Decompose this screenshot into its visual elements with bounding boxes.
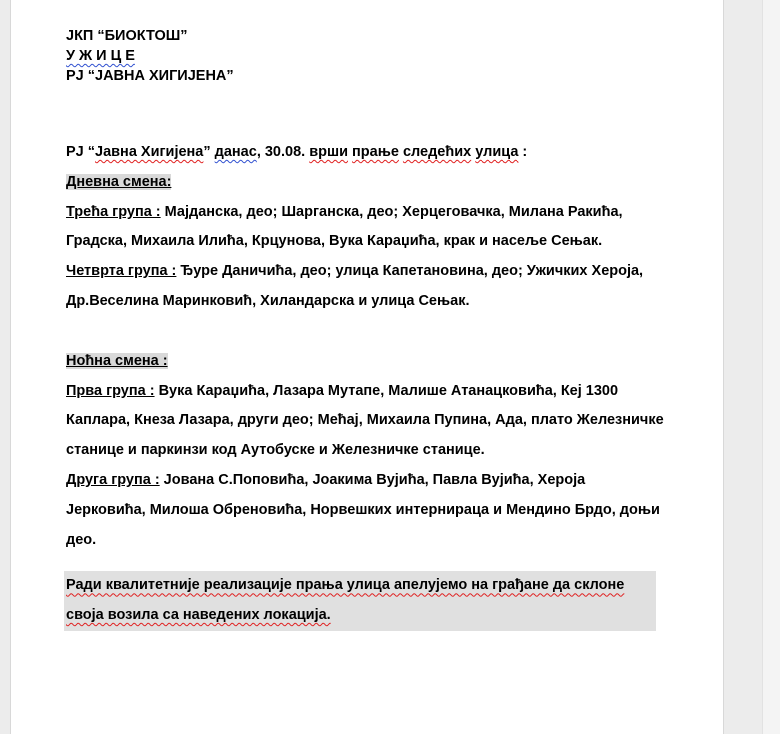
night-group-1-streets: Вука Караџића, Лазара Мутапе, Малише Атанацковића, Кеј 1300 Каплара, Кнеза Лазара, други део; Мећај, Михаила Пупина, Ада, плато Железничке станице и паркинзи код Аутобуске и Железничке станице. [66, 382, 664, 459]
day-group-4-streets: Ђуре Даничића, део; улица Капетановина, део; Ужичких Хероја, Др.Веселина Маринковић, Хиландарска и улица Сењак. [66, 263, 644, 309]
city-name: У Ж И Ц Е [66, 48, 135, 64]
night-shift-heading: Ноћна смена : [66, 352, 168, 369]
day-group-4 [66, 257, 666, 317]
night-group-1 [66, 377, 666, 466]
intro-sledecih: следећих [402, 144, 472, 160]
company-name: ЈКП “БИОКТОШ” [66, 28, 188, 44]
night-group-2 [66, 466, 666, 555]
right-scroll-area[interactable] [762, 0, 780, 734]
intro-ulica: улица [475, 144, 519, 160]
notice-text: Ради квалитетније реализације прања улица апелујемо на грађане да склоне своја возила са наведених локација. [66, 577, 625, 624]
day-group-3-label: Трећа група : [66, 203, 161, 220]
night-group-1-label: Прва група : [66, 382, 155, 399]
night-group-2-label: Друга група : [66, 471, 160, 488]
spacer [66, 86, 666, 138]
notice-box [64, 571, 656, 631]
unit-name: РЈ “ЈАВНА ХИГИЈЕНА” [66, 68, 234, 84]
intro-vrsi: врши [309, 144, 348, 160]
intro-date: , 30.08. [256, 144, 310, 160]
intro-danas: данас [214, 144, 257, 160]
night-shift-heading-line [66, 347, 666, 377]
spacer [66, 317, 666, 347]
intro-lead: РЈ “ [66, 144, 96, 160]
day-group-3 [66, 198, 666, 258]
day-shift-heading: Дневна смена: [66, 173, 172, 190]
intro-pranje: прање [352, 144, 399, 160]
intro-tail: : [518, 144, 528, 160]
intro-paragraph [66, 138, 666, 168]
intro-unit-name: Јавна Хигијена [95, 144, 204, 160]
day-shift-heading-line [66, 168, 666, 198]
night-group-2-streets: Јована С.Поповића, Јоакима Вујића, Павла Вујића, Хероја Јерковића, Милоша Обреновића, Норвешких интернираца и Мендино Брдо, доњи део. [66, 471, 660, 548]
document-content [66, 26, 666, 631]
day-group-3-streets: Мајданска, део; Шарганска, део; Херцеговачка, Милана Ракића, Градска, Михаила Илића, Крцунова, Вука Караџића, крак и насеље Сењак. [66, 203, 623, 250]
letterhead [66, 26, 666, 86]
intro-quote-close: ” [203, 144, 215, 160]
day-group-4-label: Четврта група : [66, 263, 177, 280]
